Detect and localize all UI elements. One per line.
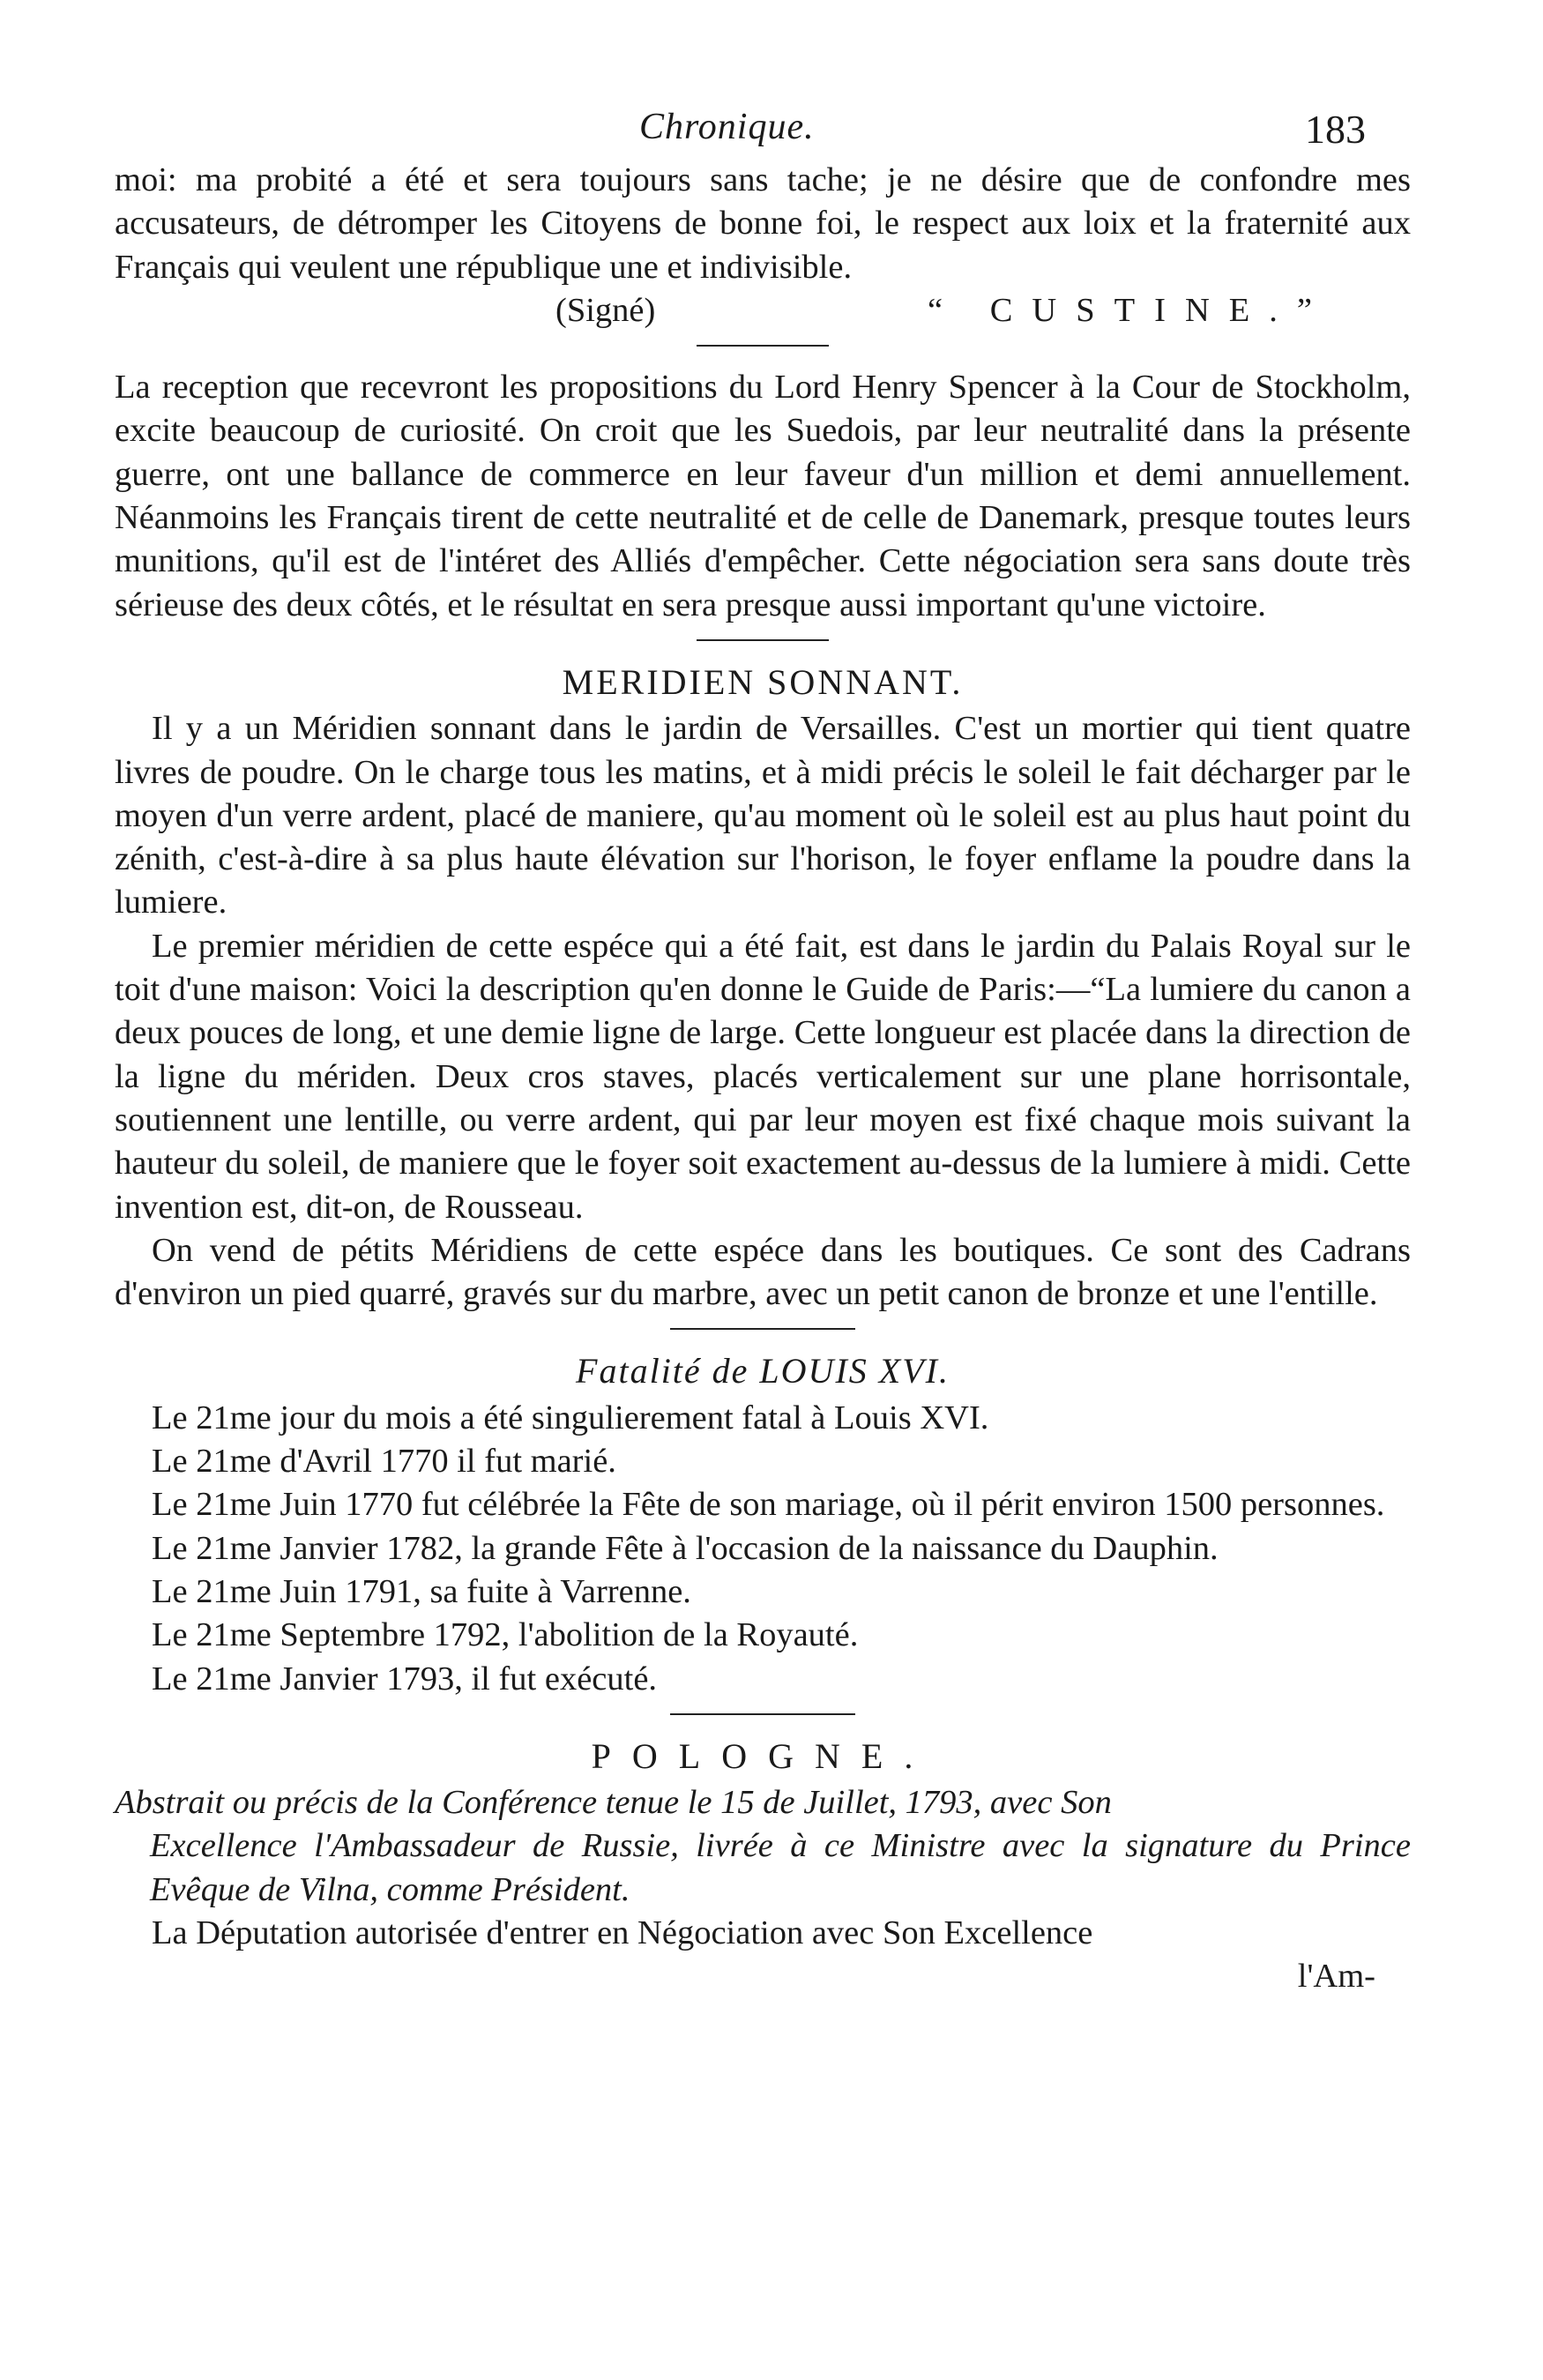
catchword: l'Am- bbox=[1297, 1958, 1375, 1996]
louis-section bbox=[115, 1349, 1411, 1700]
louis-line: Le 21me Juin 1770 fut célébrée la Fête de son mariage, où il périt environ 1500 personnes. bbox=[152, 1486, 1385, 1524]
pologne-abstract bbox=[115, 1781, 1411, 1912]
spencer-paragraph: La reception que recevront les propositions du Lord Henry Spencer à la Cour de Stockholm, excite beaucoup de curiosité. On croit que les Suedois, par leur neutralité dans la présente guerre, ont une ballance de commerce en leur faveur d'un million et demi annuellement. Néanmoins les Français tirent de cette neutralité et de celle de Danemark, presque toutes leurs munitions, qu'il est de l'intéret des Alliés d'empêcher. Cette négociation sera sans doute très sérieuse des deux côtés, et le résultat en sera presque aussi important qu'une victoire. bbox=[115, 369, 1411, 623]
page-body bbox=[115, 159, 1411, 1999]
pologne-paragraph: La Députation autorisée d'entrer en Négociation avec Son Excellence bbox=[152, 1914, 1093, 1951]
signature-line bbox=[115, 289, 1411, 332]
pologne-section bbox=[115, 1735, 1411, 1999]
custine-section bbox=[115, 159, 1411, 332]
louis-line: Le 21me Juin 1791, sa fuite à Varrenne. bbox=[152, 1572, 691, 1610]
louis-heading: Fatalité de LOUIS XVI. bbox=[576, 1351, 950, 1391]
page-number: 183 bbox=[1305, 107, 1366, 152]
section-divider bbox=[697, 639, 829, 641]
louis-line: Le 21me Janvier 1793, il fut exécuté. bbox=[152, 1660, 658, 1697]
running-title: Chronique. bbox=[639, 107, 815, 147]
louis-line: Le 21me Septembre 1792, l'abolition de la Royauté. bbox=[152, 1616, 859, 1654]
meridien-section bbox=[115, 660, 1411, 1316]
section-divider bbox=[670, 1328, 855, 1330]
meridien-paragraph: On vend de pétits Méridiens de cette espéce dans les boutiques. Ce sont des Cadrans d'environ un pied quarré, gravés sur du marbre, avec un petit canon de bronze et une l'entille. bbox=[115, 1231, 1411, 1313]
meridien-heading: MERIDIEN SONNANT. bbox=[562, 661, 964, 702]
pologne-abstract-rest: Excellence l'Ambassadeur de Russie, livrée à ce Ministre avec la signature du Prince Evêque de Vilna, comme Président. bbox=[150, 1827, 1411, 1908]
section-divider bbox=[697, 345, 829, 347]
meridien-paragraph: Il y a un Méridien sonnant dans le jardin de Versailles. C'est un mortier qui tient quatre livres de poudre. On le charge tous les matins, et à midi précis le soleil le fait décharger par le moyen d'un verre ardent, placé de maniere, qu'au moment où le soleil est au plus haut point du zénith, c'est-à-dire à sa plus haute élévation sur l'horison, le foyer enflame la poudre dans la lumiere. bbox=[115, 710, 1411, 921]
louis-line: Le 21me Janvier 1782, la grande Fête à l'occasion de la naissance du Dauphin. bbox=[152, 1529, 1219, 1567]
signature-label: (Signé) bbox=[555, 291, 656, 329]
louis-line: Le 21me d'Avril 1770 il fut marié. bbox=[152, 1443, 616, 1481]
section-divider bbox=[670, 1713, 855, 1715]
spencer-section bbox=[115, 366, 1411, 627]
pologne-heading: POLOGNE. bbox=[591, 1735, 935, 1776]
custine-text: moi: ma probité a été et sera toujours sans tache; je ne désire que de confondre mes accusateurs, de détromper les Citoyens de bonne foi, le respect aux loix et la fraternité aux Français qui veulent une république une et indivisible. bbox=[115, 161, 1411, 286]
meridien-paragraph: Le premier méridien de cette espéce qui a été fait, est dans le jardin du Palais Royal sur le toit d'une maison: Voici la description qu'en donne le Guide de Paris:—“La lumiere du canon a deux pouces de long, et une demie ligne de large. Cette longueur est placée dans la direction de la ligne du mériden. Deux cros staves, placés verticalement sur une plane horrisontale, soutiennent une lentille, ou verre ardent, qui par leur moyen est fixé chaque mois suivant la hauteur du soleil, de maniere que le foyer soit exactement au-dessus de la lumiere à midi. Cette invention est, dit-on, de Rousseau. bbox=[115, 927, 1411, 1226]
louis-line: Le 21me jour du mois a été singulierement fatal à Louis XVI. bbox=[152, 1399, 989, 1436]
signature-name: “ CUSTINE.” bbox=[928, 291, 1331, 329]
pologne-abstract-first: Abstrait ou précis de la Conférence tenue le 15 de Juillet, 1793, avec Son bbox=[115, 1784, 1112, 1822]
